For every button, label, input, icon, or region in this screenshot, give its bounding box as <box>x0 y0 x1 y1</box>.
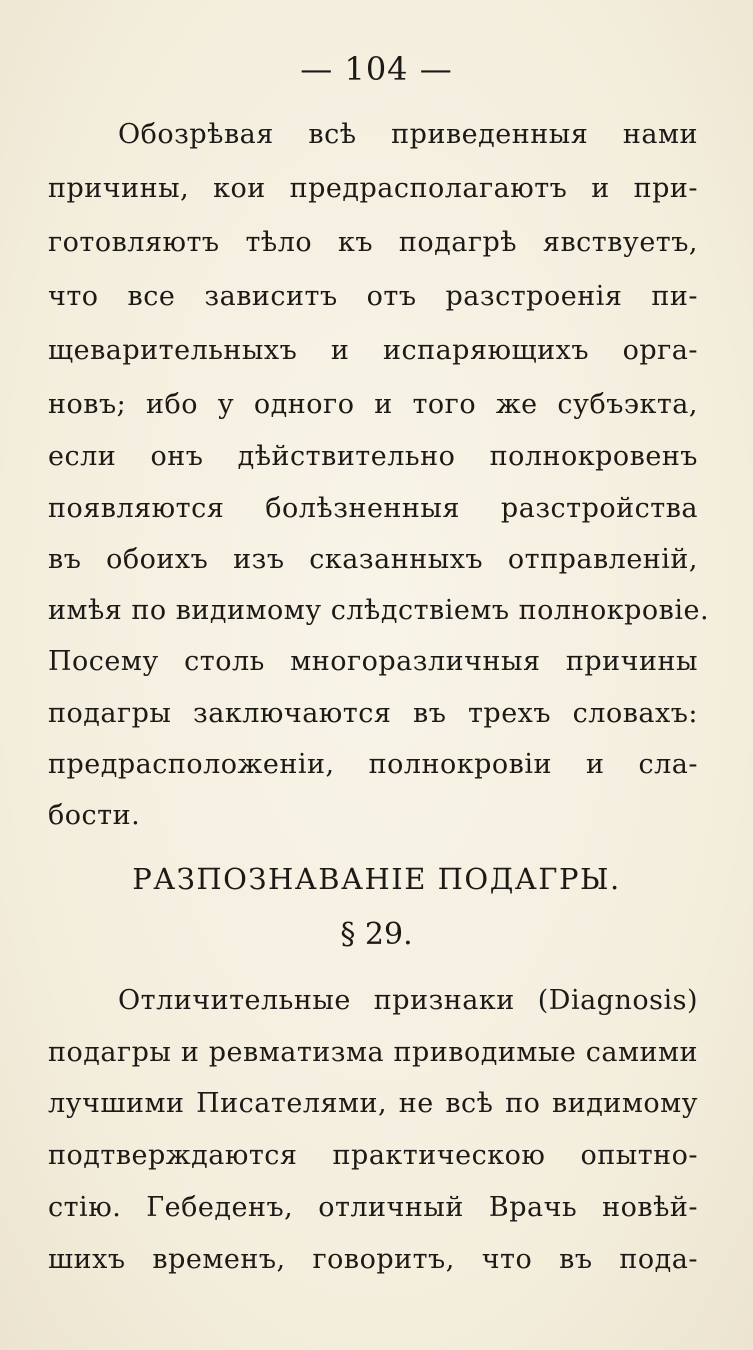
text-line: Обозрѣвая всѣ приведенныя нами <box>118 119 698 150</box>
section-number: § 29. <box>340 917 413 952</box>
text-line: имѣя по видимому слѣдствіемъ полнокровіе. <box>48 595 710 626</box>
page-number: — 104 — <box>300 50 453 88</box>
text-line: если онъ дѣйствительно полнокровенъ <box>48 441 698 472</box>
text-line: стію. Гебеденъ, отличный Врачь новѣй- <box>48 1192 698 1223</box>
text-line: бости. <box>48 800 141 831</box>
text-line: лучшими Писателями, не всѣ по видимому <box>48 1088 698 1119</box>
text-line: въ обоихъ изъ сказанныхъ отправленій, <box>48 544 698 575</box>
text-line: шихъ временъ, говоритъ, что въ пода- <box>48 1244 698 1275</box>
text-line: Отличительные признаки (Diagnosis) <box>118 985 698 1016</box>
text-line: причины, кои предрасполагаютъ и при- <box>48 173 698 204</box>
text-line: готовляютъ тѣло къ подагрѣ явствуетъ, <box>48 227 698 258</box>
text-line: подтверждаются практическою опытно- <box>48 1140 698 1171</box>
text-line: щеварительныхъ и испаряющихъ орга- <box>48 335 698 366</box>
text-line: подагры и ревматизма приводимые самими <box>48 1037 698 1068</box>
text-line: новъ; ибо у одного и того же субъэкта, <box>48 389 698 420</box>
text-line: что все зависитъ отъ разстроенія пи- <box>48 281 698 312</box>
text-line: Посему столь многоразличныя причины <box>48 646 698 677</box>
text-line: предрасположеніи, полнокровіи и сла- <box>48 749 698 780</box>
section-heading: РАЗПОЗНАВАНІЕ ПОДАГРЫ. <box>132 862 621 896</box>
text-line: подагры заключаются въ трехъ словахъ: <box>48 698 698 729</box>
text-line: появляются болѣзненныя разстройства <box>48 493 698 524</box>
